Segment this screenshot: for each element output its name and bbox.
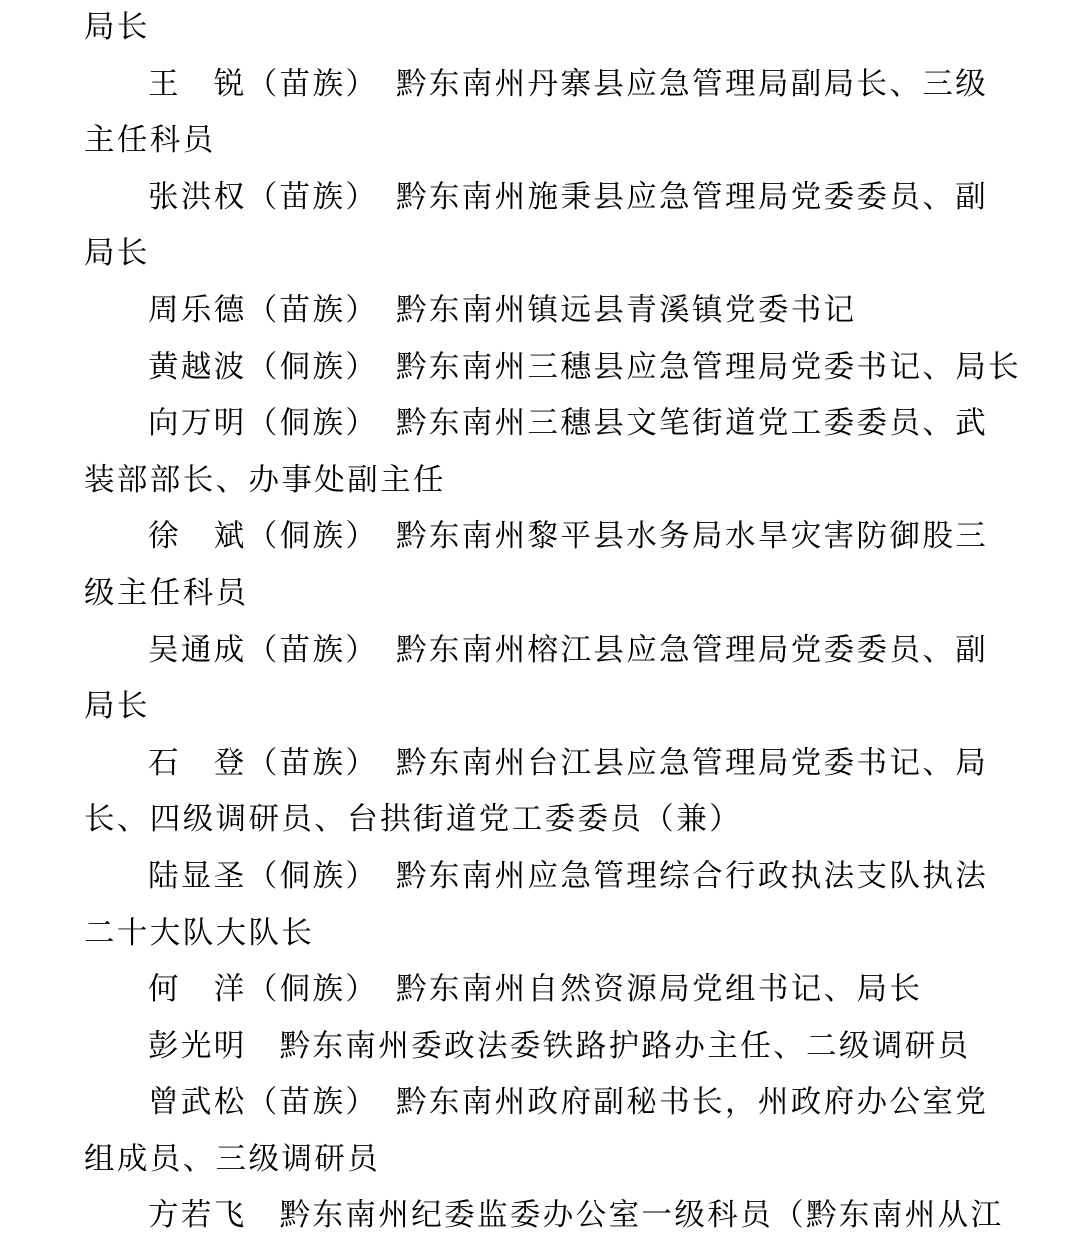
continuation-line: 组成员、三级调研员 xyxy=(84,1141,381,1177)
continuation-line: 二十大队大队长 xyxy=(84,915,315,951)
entry-first-line: 张洪权（苗族） 黔东南州施秉县应急管理局党委委员、副 xyxy=(148,179,989,215)
entry-first-line: 周乐德（苗族） 黔东南州镇远县青溪镇党委书记 xyxy=(148,292,857,328)
document-page xyxy=(84,0,1022,1245)
continuation-line: 级主任科员 xyxy=(84,575,249,611)
continuation-line: 局长 xyxy=(84,10,150,45)
entry-first-line: 陆显圣（侗族） 黔东南州应急管理综合行政执法支队执法 xyxy=(148,858,989,894)
continuation-line: 装部部长、办事处副主任 xyxy=(84,462,446,498)
entry-first-line: 徐 斌（侗族） 黔东南州黎平县水务局水旱灾害防御股三 xyxy=(148,519,989,555)
continuation-line: 长、四级调研员、台拱街道党工委委员（兼） xyxy=(84,802,742,838)
entry-first-line: 何 洋（侗族） 黔东南州自然资源局党组书记、局长 xyxy=(148,972,923,1008)
entry-first-line: 彭光明 黔东南州委政法委铁路护路办主任、二级调研员 xyxy=(148,1028,971,1064)
entry-first-line: 向万明（侗族） 黔东南州三穗县文笔街道党工委委员、武 xyxy=(148,406,989,442)
entry-first-line: 王 锐（苗族） 黔东南州丹寨县应急管理局副局长、三级 xyxy=(148,66,989,102)
entry-first-line: 曾武松（苗族） 黔东南州政府副秘书长，州政府办公室党 xyxy=(148,1085,989,1121)
continuation-line: 局长 xyxy=(84,236,150,272)
entry-first-line: 黄越波（侗族） 黔东南州三穗县应急管理局党委书记、局长 xyxy=(148,349,1022,385)
continuation-line: 主任科员 xyxy=(84,123,216,159)
entry-first-line: 石 登（苗族） 黔东南州台江县应急管理局党委书记、局 xyxy=(148,745,989,781)
continuation-line: 局长 xyxy=(84,689,150,725)
entry-first-line: 方若飞 黔东南州纪委监委办公室一级科员（黔东南州从江 xyxy=(148,1198,1004,1234)
entry-first-line: 吴通成（苗族） 黔东南州榕江县应急管理局党委委员、副 xyxy=(148,632,989,668)
